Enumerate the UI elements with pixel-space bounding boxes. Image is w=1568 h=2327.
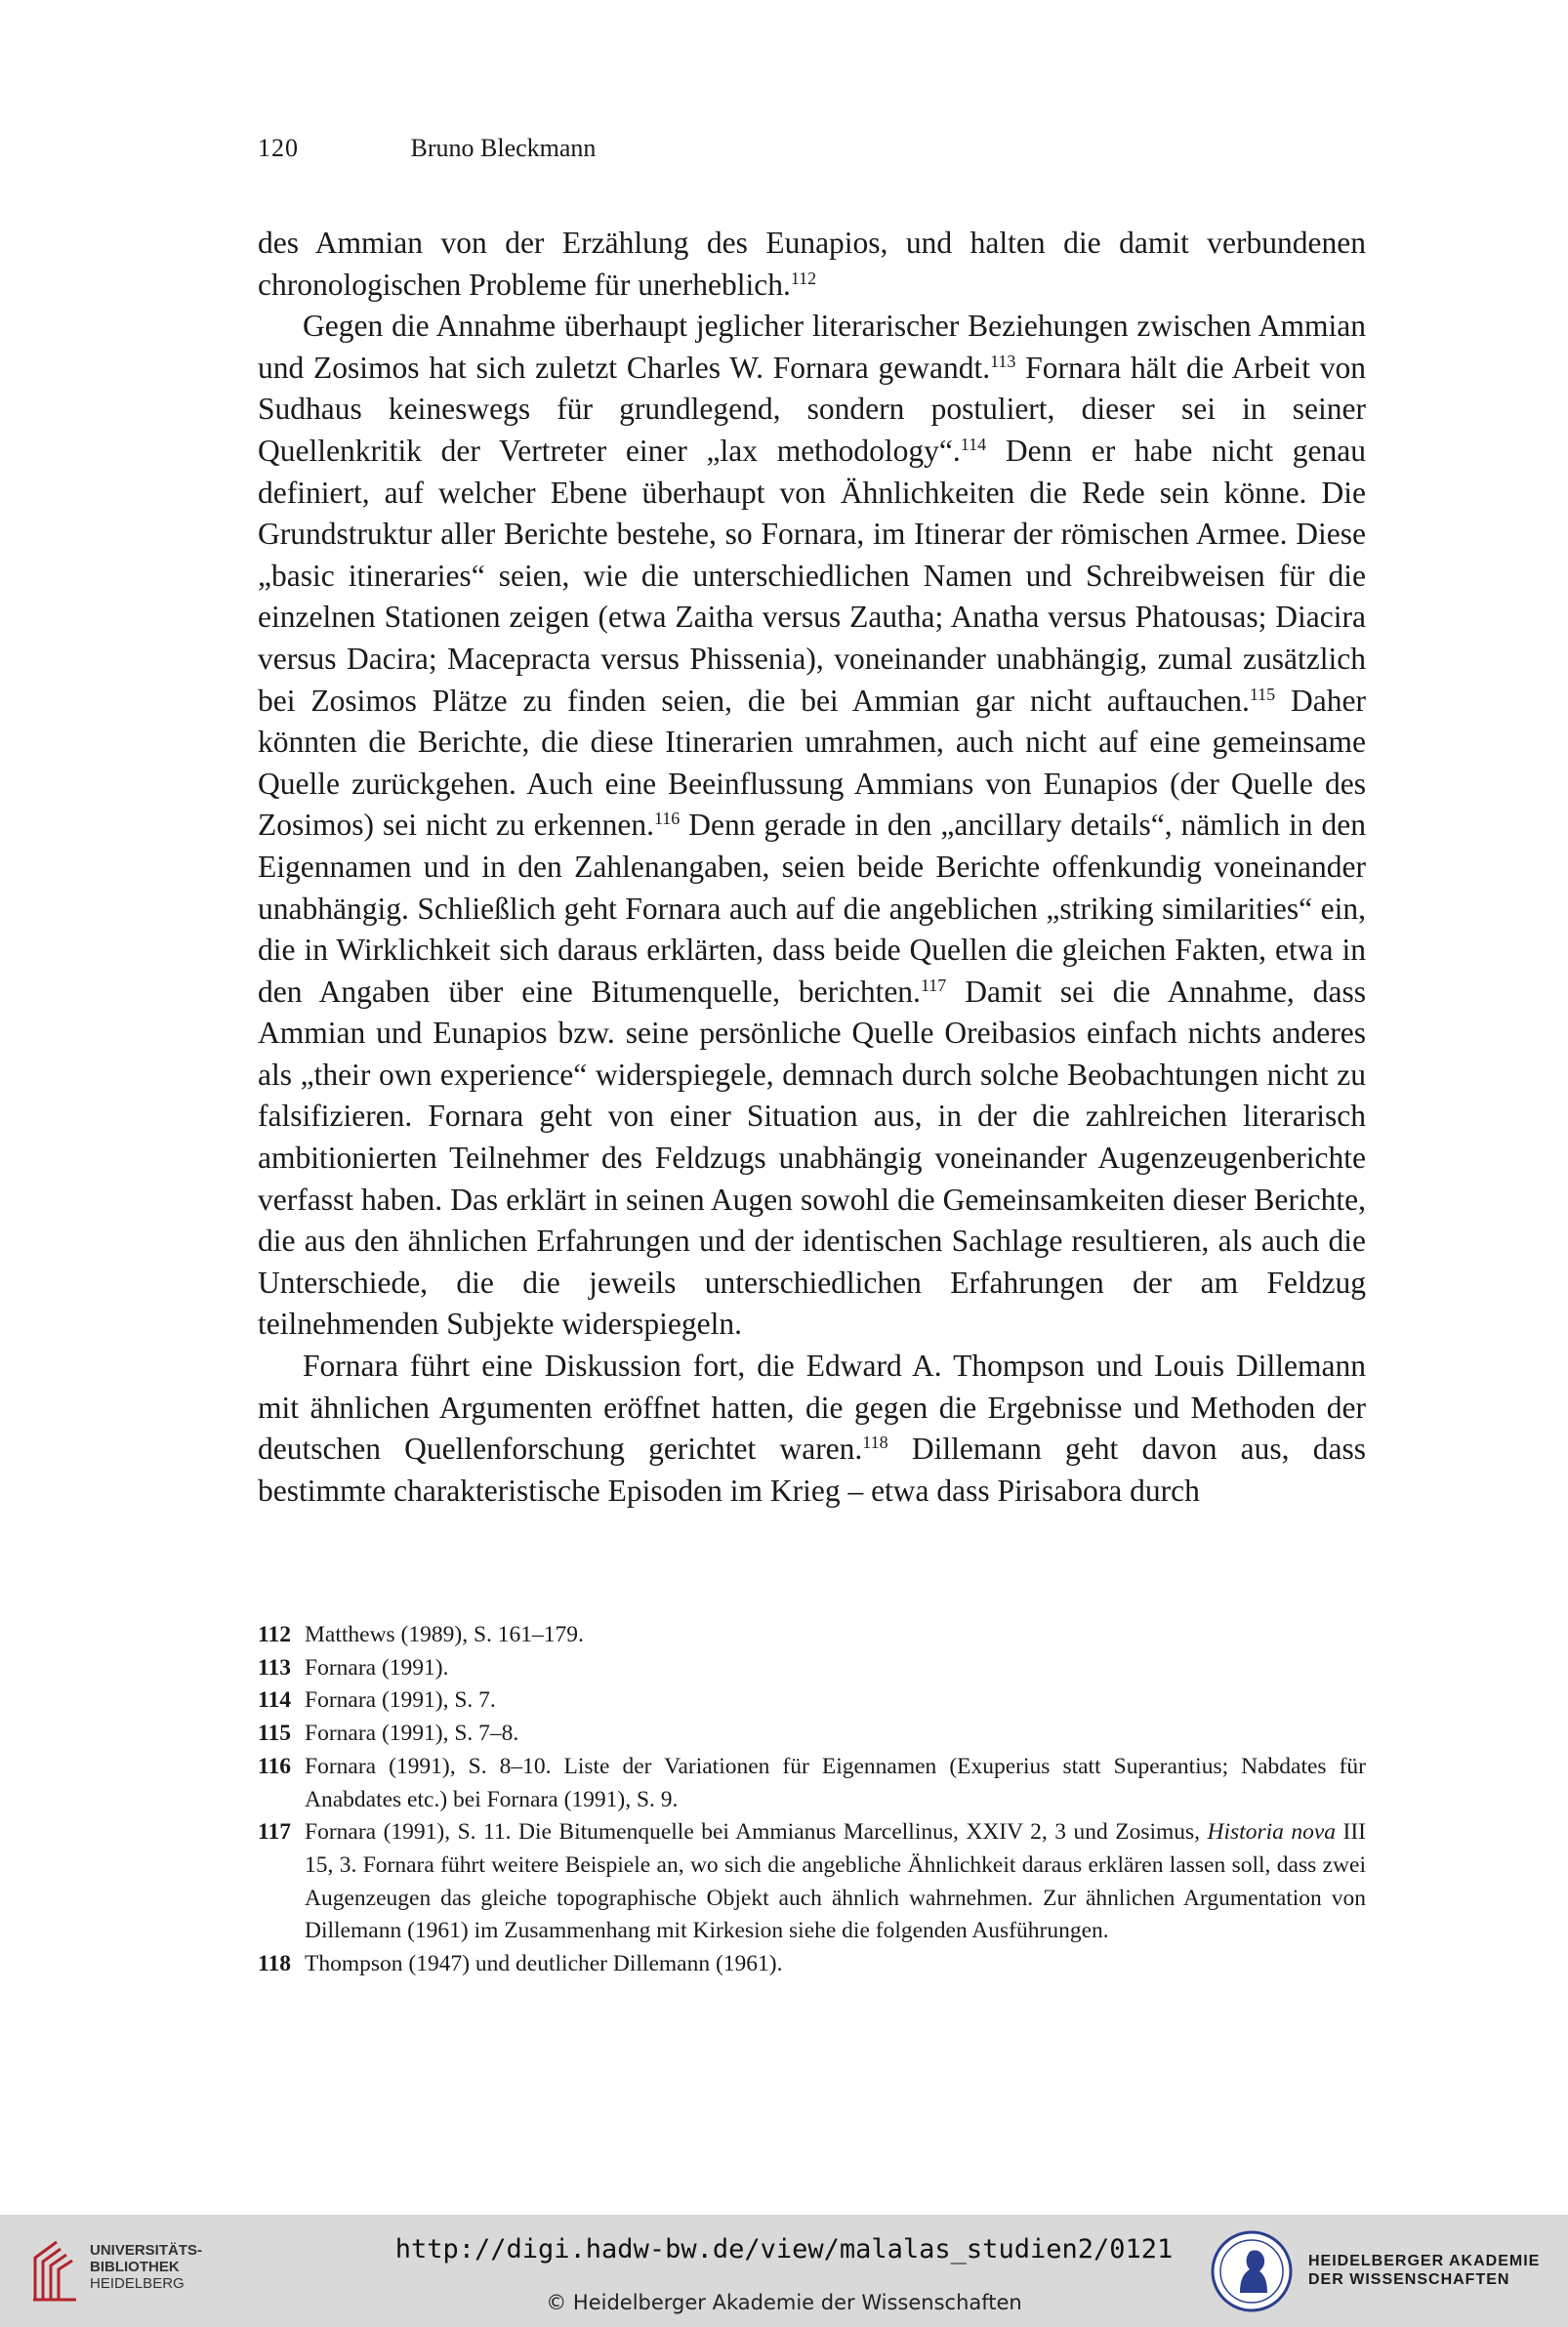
footnote-text bbox=[305, 1684, 1366, 1718]
academy-line-2: DER WISSENSCHAFTEN bbox=[1308, 2271, 1510, 2288]
footnote-text bbox=[305, 1816, 1366, 1948]
running-head-author: Bruno Bleckmann bbox=[410, 134, 597, 162]
footnote-item bbox=[258, 1619, 1366, 1652]
footnotes bbox=[258, 1619, 1366, 1981]
footnote-item bbox=[258, 1652, 1366, 1685]
footnote-item bbox=[258, 1751, 1366, 1816]
footnote-number: 116 bbox=[258, 1753, 291, 1779]
text-run: Fornara (1991), S. 8–10. Liste der Variationen für Eigennamen (Exuperius statt Superantius; Nabdates für Anabdates etc.) bei Fornara (1991), S. 9. bbox=[305, 1753, 1366, 1812]
text-run: des Ammian von der Erzählung des Eunapios, und halten die damit verbundenen chronologischen Probleme für unerheblich. bbox=[258, 226, 1366, 302]
text-run: Gegen die Annahme überhaupt jeglicher literarischer Beziehungen zwischen Ammian und Zosimos hat sich zuletzt Charles W. Fornara gewandt. bbox=[258, 309, 1366, 385]
footnote-ref: 115 bbox=[1249, 684, 1276, 704]
body-text bbox=[258, 223, 1366, 1512]
logo-line-2: BIBLIOTHEK bbox=[90, 2259, 180, 2275]
footnote-ref: 112 bbox=[790, 268, 817, 288]
footer-bar bbox=[0, 2215, 1568, 2327]
footnote-number: 113 bbox=[258, 1654, 291, 1681]
footnote-item bbox=[258, 1948, 1366, 1981]
copyright-notice: © Heidelberger Akademie der Wissenschaften bbox=[546, 2291, 1022, 2314]
text-run: Fornara hält die Arbeit von Sudhaus keineswegs für grundlegend, sondern postuliert, dieser sei in seiner Quellenkritik der Vertreter einer „lax methodology“. bbox=[258, 350, 1366, 468]
footnote-number: 115 bbox=[258, 1721, 291, 1747]
footnote-number: 114 bbox=[258, 1687, 291, 1714]
footnote-number: 117 bbox=[258, 1819, 291, 1846]
footnote-ref: 117 bbox=[920, 975, 947, 995]
footnote-number: 118 bbox=[258, 1951, 291, 1977]
footnote-ref: 113 bbox=[990, 351, 1016, 371]
running-header bbox=[258, 134, 596, 163]
text-run: Dillemann geht davon aus, dass bestimmte charakteristische Episoden im Krieg – etwa dass Pirisabora durch bbox=[258, 1432, 1366, 1508]
body-paragraph bbox=[258, 1346, 1366, 1512]
text-run: Fornara (1991). bbox=[305, 1654, 449, 1681]
text-run: Fornara (1991), S. 7. bbox=[305, 1687, 496, 1714]
footnote-item bbox=[258, 1816, 1366, 1948]
text-run: Fornara (1991), S. 11. Die Bitumenquelle bei Ammianus Marcellinus, XXIV 2, 3 und Zosimus, bbox=[305, 1819, 1208, 1846]
footnote-number: 112 bbox=[258, 1622, 291, 1647]
page-number: 120 bbox=[258, 134, 299, 162]
italic-title: Historia nova bbox=[1207, 1819, 1337, 1846]
text-run: Fornara (1991), S. 7–8. bbox=[305, 1721, 519, 1747]
text-run: III 15, 3. Fornara führt weitere Beispiele an, wo sich die angebliche Ähnlichkeit daraus erklären lassen soll, dass zwei Augenzeugen das gleiche topographische Objekt auch ähnlich wahrnehmen. Zur ähnlichen Argumentation von Dillemann (1961) im Zusammenhang mit Kirkesion siehe die folgenden Ausführungen. bbox=[305, 1819, 1367, 1944]
footnote-text bbox=[305, 1948, 1366, 1981]
footnote-text bbox=[305, 1619, 1366, 1652]
footnote-ref: 114 bbox=[960, 434, 987, 454]
text-run: Matthews (1989), S. 161–179. bbox=[305, 1622, 584, 1647]
logo-line-3: HEIDELBERG bbox=[90, 2275, 185, 2292]
footnote-text bbox=[305, 1652, 1366, 1685]
text-run: Thompson (1947) und deutlicher Dillemann (1961). bbox=[305, 1951, 783, 1977]
body-paragraph bbox=[258, 306, 1366, 1346]
text-run: Daher könnten die Berichte, die diese Itinerarien umrahmen, auch nicht auf eine gemeinsame Quelle zurückgehen. Auch eine Beeinflussung Ammians von Eunapios (der Quelle des Zosimos) sei nicht zu erkennen. bbox=[258, 683, 1366, 843]
body-paragraph bbox=[258, 223, 1366, 306]
footnote-item bbox=[258, 1718, 1366, 1751]
text-run: Denn gerade in den „ancillary details“, nämlich in den Eigennamen und in den Zahlenangaben, seien beide Berichte offenkundig voneinander unabhängig. Schließlich geht Fornara auch auf die angeblichen „striking similarities“ ein, die in Wirklichkeit sich daraus erklärten, dass beide Quellen die gleichen Fakten, etwa in den Angaben über eine Bitumenquelle, berichten. bbox=[258, 808, 1366, 1009]
academy-logo-text bbox=[1308, 2252, 1540, 2289]
footnote-ref: 118 bbox=[862, 1433, 888, 1453]
academy-seal-icon bbox=[1211, 2230, 1293, 2312]
text-run: Denn er habe nicht genau definiert, auf welcher Ebene überhaupt von Ähnlichkeiten die Rede sein könne. Die Grundstruktur aller Berichte bestehe, so Fornara, im Itinerar der römischen Armee. Diese „basic itineraries“ seien, wie die unterschiedlichen Namen und Schreibweisen für die einzelnen Stationen zeigen (etwa Zaitha versus Zautha; Anatha versus Phatousas; Diacira versus Dacira; Macepracta versus Phissenia), voneinander unabhängig, zumal zusätzlich bei Zosimos Plätze zu finden seien, die bei Ammian gar nicht auftauchen. bbox=[258, 433, 1366, 718]
footnote-ref: 116 bbox=[653, 809, 681, 829]
source-url-link[interactable]: http://digi.hadw-bw.de/view/malalas_studien2/0121 bbox=[394, 2234, 1174, 2265]
footnote-item bbox=[258, 1684, 1366, 1718]
footnote-text bbox=[305, 1718, 1366, 1751]
logo-line-1: UNIVERSITÄTS- bbox=[90, 2242, 203, 2259]
footnote-text bbox=[305, 1751, 1366, 1816]
text-run: Fornara führt eine Diskussion fort, die Edward A. Thompson und Louis Dillemann mit ähnlichen Argumenten eröffnet hatten, die gegen die Ergebnisse und Methoden der deutschen Quellenforschung gerichtet waren. bbox=[258, 1349, 1366, 1467]
academy-line-1: HEIDELBERGER AKADEMIE bbox=[1308, 2253, 1541, 2269]
text-run: Damit sei die Annahme, dass Ammian und Eunapios bzw. seine persönliche Quelle Oreibasios einfach nichts anderes als „their own experience“ widerspiegele, demnach durch solche Beobachtungen nicht zu falsifizieren. Fornara geht von einer Situation aus, in der die zahlreichen literarisch ambitionierten Teilnehmer des Feldzugs unabhängig voneinander Augenzeugenberichte verfasst haben. Das erklärt in seinen Augen sowohl die Gemeinsamkeiten dieser Berichte, die aus den ähnlichen Erfahrungen und der identischen Sachlage resultieren, als auch die Unterschiede, die die jeweils unterschiedlichen Erfahrungen der am Feldzug teilnehmenden Subjekte widerspiegeln. bbox=[258, 974, 1366, 1342]
